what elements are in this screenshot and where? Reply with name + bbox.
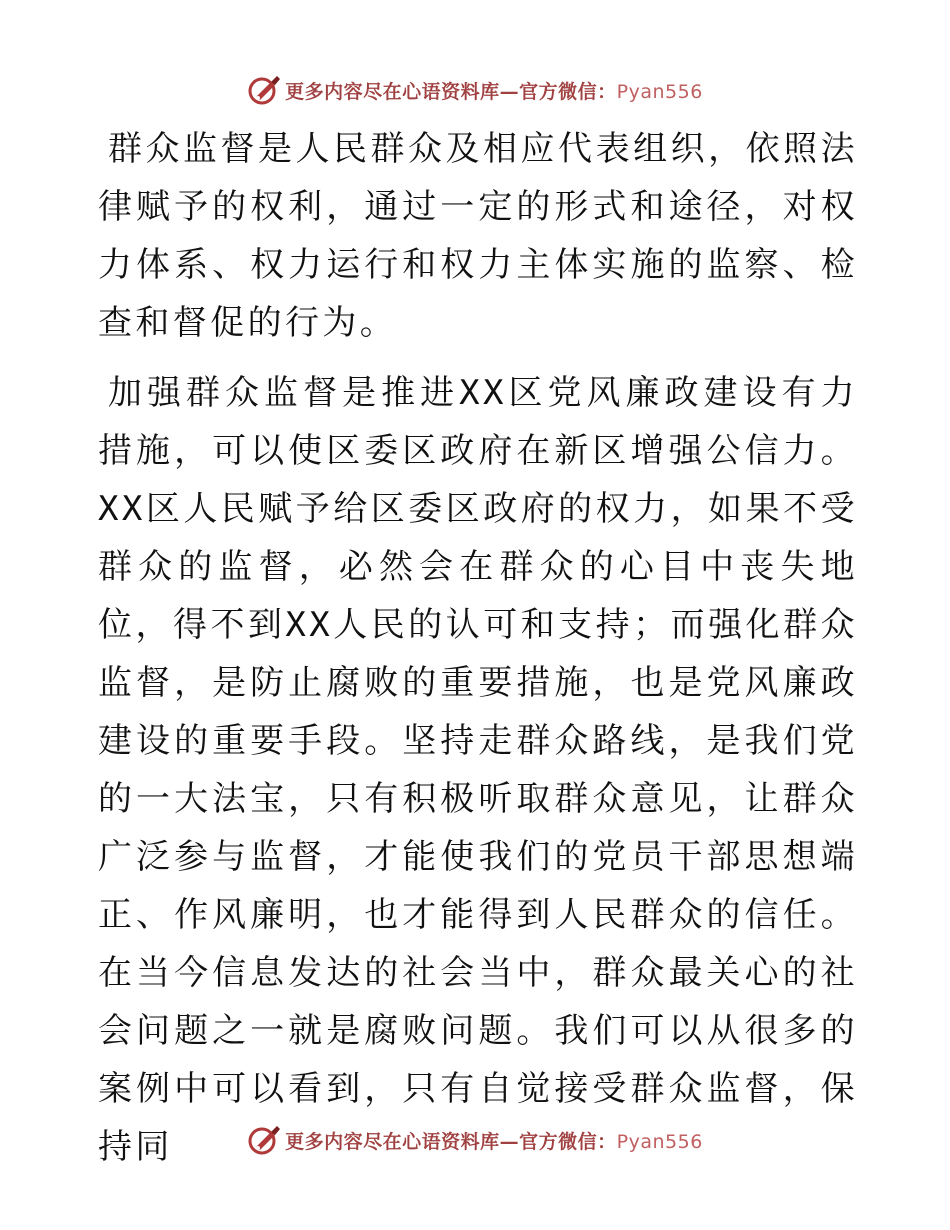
footer-wechat-id: Pyan556 bbox=[616, 1130, 703, 1153]
header-banner bbox=[0, 70, 950, 110]
document-body bbox=[98, 120, 858, 1188]
footer-banner-label: 更多内容尽在心语资料库—官方微信： bbox=[285, 1130, 617, 1153]
pen-logo-icon bbox=[247, 1123, 281, 1157]
footer-banner-text bbox=[285, 1127, 703, 1154]
header-banner-text bbox=[285, 77, 703, 104]
paragraph-2: 加强群众监督是推进XX区党风廉政建设有力措施，可以使区委区政府在新区增强公信力。XX区人民赋予给区委区政府的权力，如果不受群众的监督，必然会在群众的心目中丧失地位，得不到XX人民的认可和支持；而强化群众监督，是防止腐败的重要措施，也是党风廉政建设的重要手段。坚持走群众路线，是我们党的一大法宝，只有积极听取群众意见，让群众广泛参与监督，才能使我们的党员干部思想端正、作风廉明，也才能得到人民群众的信任。在当今信息发达的社会当中，群众最关心的社会问题之一就是腐败问题。我们可以从很多的案例中可以看到，只有自觉接受群众监督，保持同 bbox=[98, 373, 858, 1167]
paragraph-1: 群众监督是人民群众及相应代表组织，依照法律赋予的权利，通过一定的形式和途径，对权力体系、权力运行和权力主体实施的监察、检查和督促的行为。 bbox=[98, 129, 858, 343]
header-wechat-id: Pyan556 bbox=[616, 80, 703, 103]
pen-logo-icon bbox=[247, 73, 281, 107]
header-banner-label: 更多内容尽在心语资料库—官方微信： bbox=[285, 80, 617, 103]
footer-banner bbox=[0, 1120, 950, 1160]
